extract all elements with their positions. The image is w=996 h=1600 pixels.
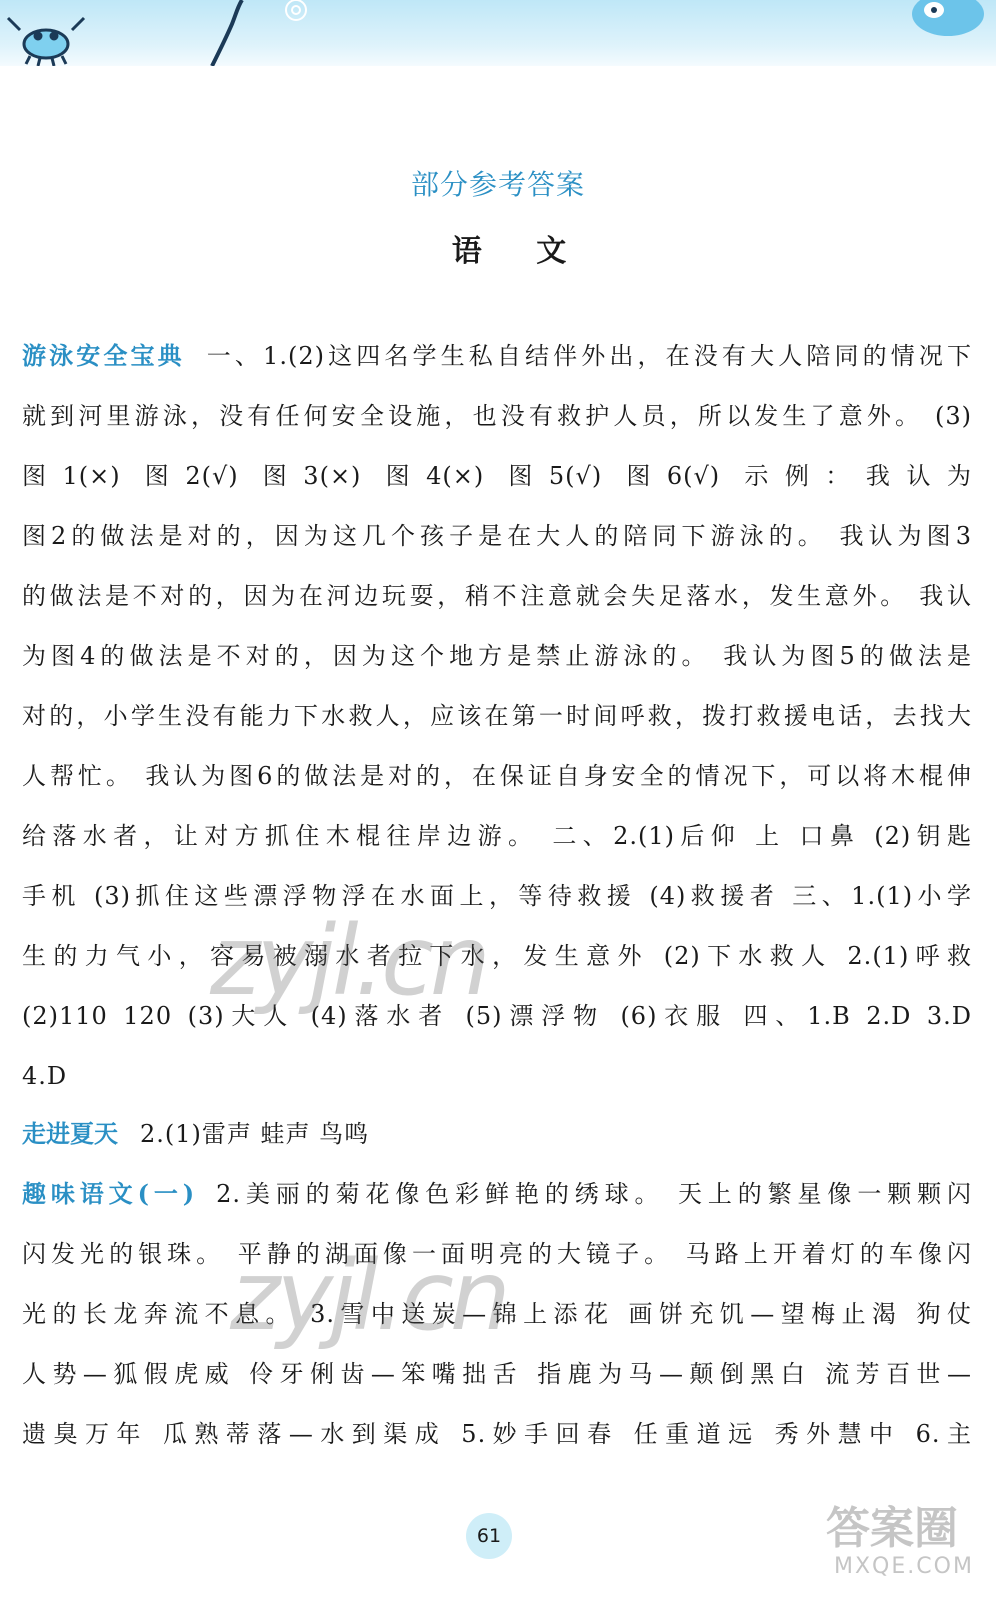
text-line (22, 336, 972, 376)
text-line (22, 1174, 972, 1214)
answer-text: 为图4的做法是不对的，因为这个地方是禁止游泳的。 我认为图5的做法是 (22, 642, 972, 670)
text-line (22, 1056, 972, 1096)
text-line (22, 816, 972, 856)
text-line (22, 1354, 972, 1394)
text-line (22, 576, 972, 616)
answer-text: 2.美丽的菊花像色彩鲜艳的绣球。 天上的繁星像一颗颗闪 (216, 1180, 972, 1208)
logo-domain: MXQE.COM (834, 1554, 974, 1579)
answer-text: 人帮忙。 我认为图6的做法是对的，在保证自身安全的情况下，可以将木棍伸 (22, 762, 972, 790)
text-line (22, 516, 972, 556)
answer-text: 2.(1)雷声 蛙声 鸟鸣 (140, 1120, 370, 1148)
crab-icon (8, 18, 84, 66)
text-line (22, 456, 972, 496)
text-line (22, 696, 972, 736)
section-heading: 走进夏天 (22, 1119, 118, 1148)
answer-text: 给落水者，让对方抓住木棍往岸边游。 二、2.(1)后仰 上 口鼻 (2)钥匙 (22, 822, 972, 850)
text-line (22, 996, 972, 1036)
answer-text: 4.D (22, 1062, 68, 1090)
answer-text: (2)110 120 (3)大人 (4)落水者 (5)漂浮物 (6)衣服 四、1.B 2.D 3.D (22, 1002, 972, 1030)
answer-text: 就到河里游泳，没有任何安全设施，也没有救护人员，所以发生了意外。 (3) (22, 402, 972, 430)
text-line (22, 876, 972, 916)
answer-text: 图1(×) 图2(√) 图3(×) 图4(×) 图5(√) 图6(√) 示例：我认为 (22, 462, 972, 490)
answer-text: 一、1.(2)这四名学生私自结伴外出，在没有大人陪同的情况下 (206, 342, 972, 370)
answer-text: 光的长龙奔流不息。 3.雪中送炭—锦上添花 画饼充饥—望梅止渴 狗仗 (22, 1300, 972, 1328)
page-number: 61 (466, 1513, 512, 1559)
top-banner (0, 0, 996, 66)
seaweed-icon (212, 0, 242, 66)
text-line (22, 1414, 972, 1454)
corner-watermark-logo (816, 1492, 988, 1592)
page-title: 部分参考答案 (410, 168, 585, 201)
answer-text: 对的，小学生没有能力下水救人，应该在第一时间呼救，拨打救援电话，去找大 (22, 702, 972, 730)
banner-decoration (0, 0, 996, 66)
logo-text: 答案圈 (826, 1503, 958, 1554)
bubble-icon (286, 0, 306, 20)
answer-text: 闪发光的银珠。 平静的湖面像一面明亮的大镜子。 马路上开着灯的车像闪 (22, 1240, 972, 1268)
section-heading: 游泳安全宝典 (22, 341, 185, 370)
text-line (22, 396, 972, 436)
answer-text: 生的力气小，容易被溺水者拉下水，发生意外 (2)下水救人 2.(1)呼救 (22, 942, 972, 970)
text-line (22, 1114, 972, 1154)
watermark: zyjl.cn (210, 905, 487, 1017)
watermark: zyjl.cn (230, 1240, 507, 1352)
text-line (22, 756, 972, 796)
text-line (22, 936, 972, 976)
answer-text: 人势—狐假虎威 伶牙俐齿—笨嘴拙舌 指鹿为马—颠倒黑白 流芳百世— (22, 1360, 972, 1388)
subject-title: 语 文 (451, 234, 589, 269)
answer-text: 遗臭万年 瓜熟蒂落—水到渠成 5.妙手回春 任重道远 秀外慧中 6.主 (22, 1420, 972, 1448)
answer-text: 手机 (3)抓住这些漂浮物浮在水面上，等待救援 (4)救援者 三、1.(1)小学 (22, 882, 972, 910)
answer-text: 的做法是不对的，因为在河边玩耍，稍不注意就会失足落水，发生意外。 我认 (22, 582, 972, 610)
answer-text: 图2的做法是对的，因为这几个孩子是在大人的陪同下游泳的。 我认为图3 (22, 522, 972, 550)
fish-icon (912, 0, 984, 36)
text-line (22, 636, 972, 676)
section-heading: 趣味语文(一) (22, 1179, 195, 1208)
